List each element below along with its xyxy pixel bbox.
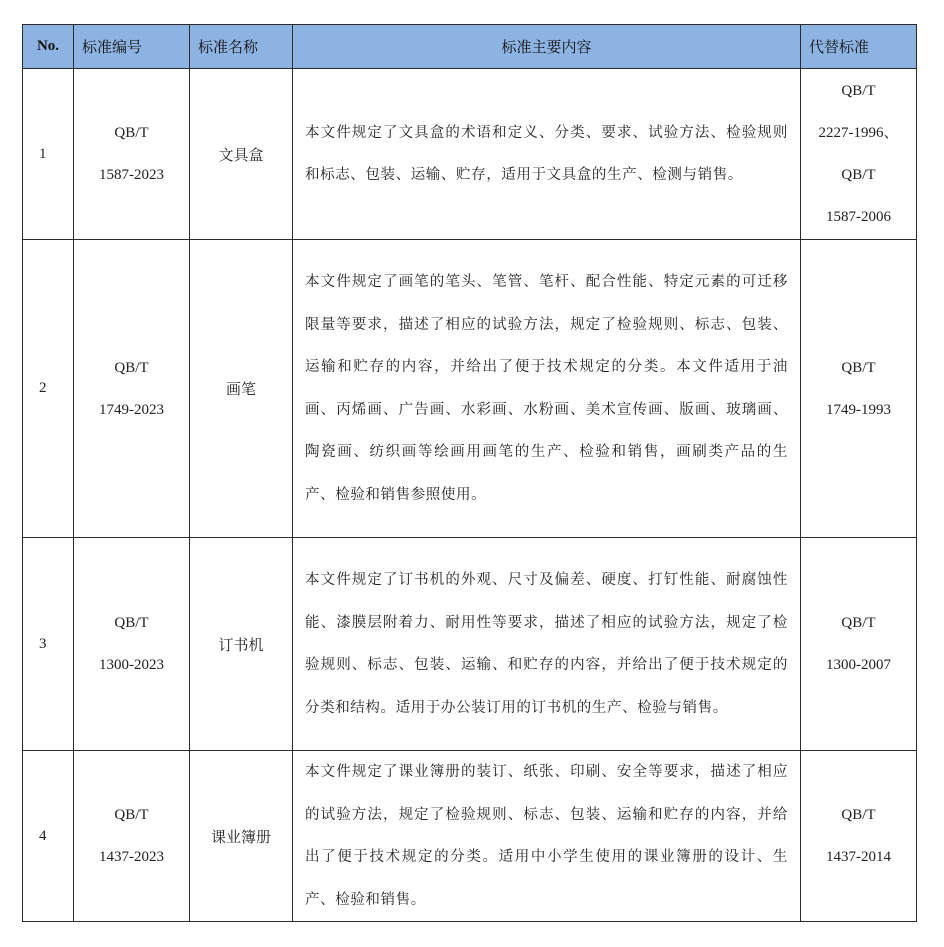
replaced-standard-line: 1437-2014	[826, 849, 891, 865]
header-replaced-standard: 代替标准	[801, 25, 917, 69]
standard-name: 课业簿册	[190, 751, 293, 922]
replaced-standard-line: QB/T	[841, 615, 876, 631]
table-row	[23, 69, 917, 240]
standard-code	[74, 538, 190, 751]
replaced-standard-line: 1300-2007	[826, 657, 891, 673]
standard-code-number: 1587-2023	[99, 167, 164, 183]
header-main-content: 标准主要内容	[293, 25, 801, 69]
replaced-standard-line: 1749-1993	[826, 401, 891, 418]
row-number: 2	[23, 240, 74, 538]
header-row	[23, 25, 917, 69]
replaced-standard-line: 2227-1996、	[818, 125, 899, 141]
table-row	[23, 240, 917, 538]
replaced-standard-line: 1587-2006	[826, 209, 891, 225]
table-row	[23, 538, 917, 751]
table-header	[23, 25, 917, 69]
standard-content: 本文件规定了画笔的笔头、笔管、笔杆、配合性能、特定元素的可迁移限量等要求，描述了相应的试验方法，规定了检验规则、标志、包装、运输和贮存的内容，并给出了便于技术规定的分类。本文件适用于油画、丙烯画、广告画、水彩画、水粉画、美术宣传画、版画、玻璃画、陶瓷画、纺织画等绘画用画笔的生产、检验和销售，画刷类产品的生产、检验和销售参照使用。	[293, 240, 801, 538]
standard-code-prefix: QB/T	[114, 125, 149, 141]
standard-name: 画笔	[190, 240, 293, 538]
standard-code-prefix: QB/T	[114, 807, 149, 823]
replaced-standard	[801, 538, 917, 751]
table-row	[23, 751, 917, 922]
standard-code	[74, 240, 190, 538]
standard-code-prefix: QB/T	[114, 615, 149, 631]
standard-content: 本文件规定了文具盒的术语和定义、分类、要求、试验方法、检验规则和标志、包装、运输、贮存，适用于文具盒的生产、检测与销售。	[293, 69, 801, 240]
standard-code-prefix: QB/T	[114, 359, 149, 376]
header-no: No.	[23, 25, 74, 69]
standard-code-number: 1300-2023	[99, 657, 164, 673]
replaced-standard-line: QB/T	[841, 359, 876, 376]
standard-content: 本文件规定了订书机的外观、尺寸及偏差、硬度、打钉性能、耐腐蚀性能、漆膜层附着力、耐用性等要求，描述了相应的试验方法，规定了检验规则、标志、包装、运输、和贮存的内容，并给出了便于技术规定的分类和结构。适用于办公装订用的订书机的生产、检验与销售。	[293, 538, 801, 751]
replaced-standard	[801, 69, 917, 240]
standards-table	[22, 24, 917, 922]
standard-content: 本文件规定了课业簿册的装订、纸张、印刷、安全等要求，描述了相应的试验方法，规定了检验规则、标志、包装、运输和贮存的内容，并给出了便于技术规定的分类。适用中小学生使用的课业簿册的设计、生产、检验和销售。	[293, 751, 801, 922]
standard-name: 文具盒	[190, 69, 293, 240]
header-standard-code: 标准编号	[74, 25, 190, 69]
row-number: 3	[23, 538, 74, 751]
replaced-standard-line: QB/T	[841, 167, 876, 183]
standard-name: 订书机	[190, 538, 293, 751]
replaced-standard	[801, 240, 917, 538]
replaced-standard-line: QB/T	[841, 807, 876, 823]
standard-code	[74, 751, 190, 922]
row-number: 4	[23, 751, 74, 922]
row-number: 1	[23, 69, 74, 240]
header-standard-name: 标准名称	[190, 25, 293, 69]
standard-code-number: 1749-2023	[99, 401, 164, 418]
replaced-standard	[801, 751, 917, 922]
table-body	[23, 69, 917, 922]
standard-code	[74, 69, 190, 240]
replaced-standard-line: QB/T	[841, 83, 876, 99]
standard-code-number: 1437-2023	[99, 849, 164, 865]
